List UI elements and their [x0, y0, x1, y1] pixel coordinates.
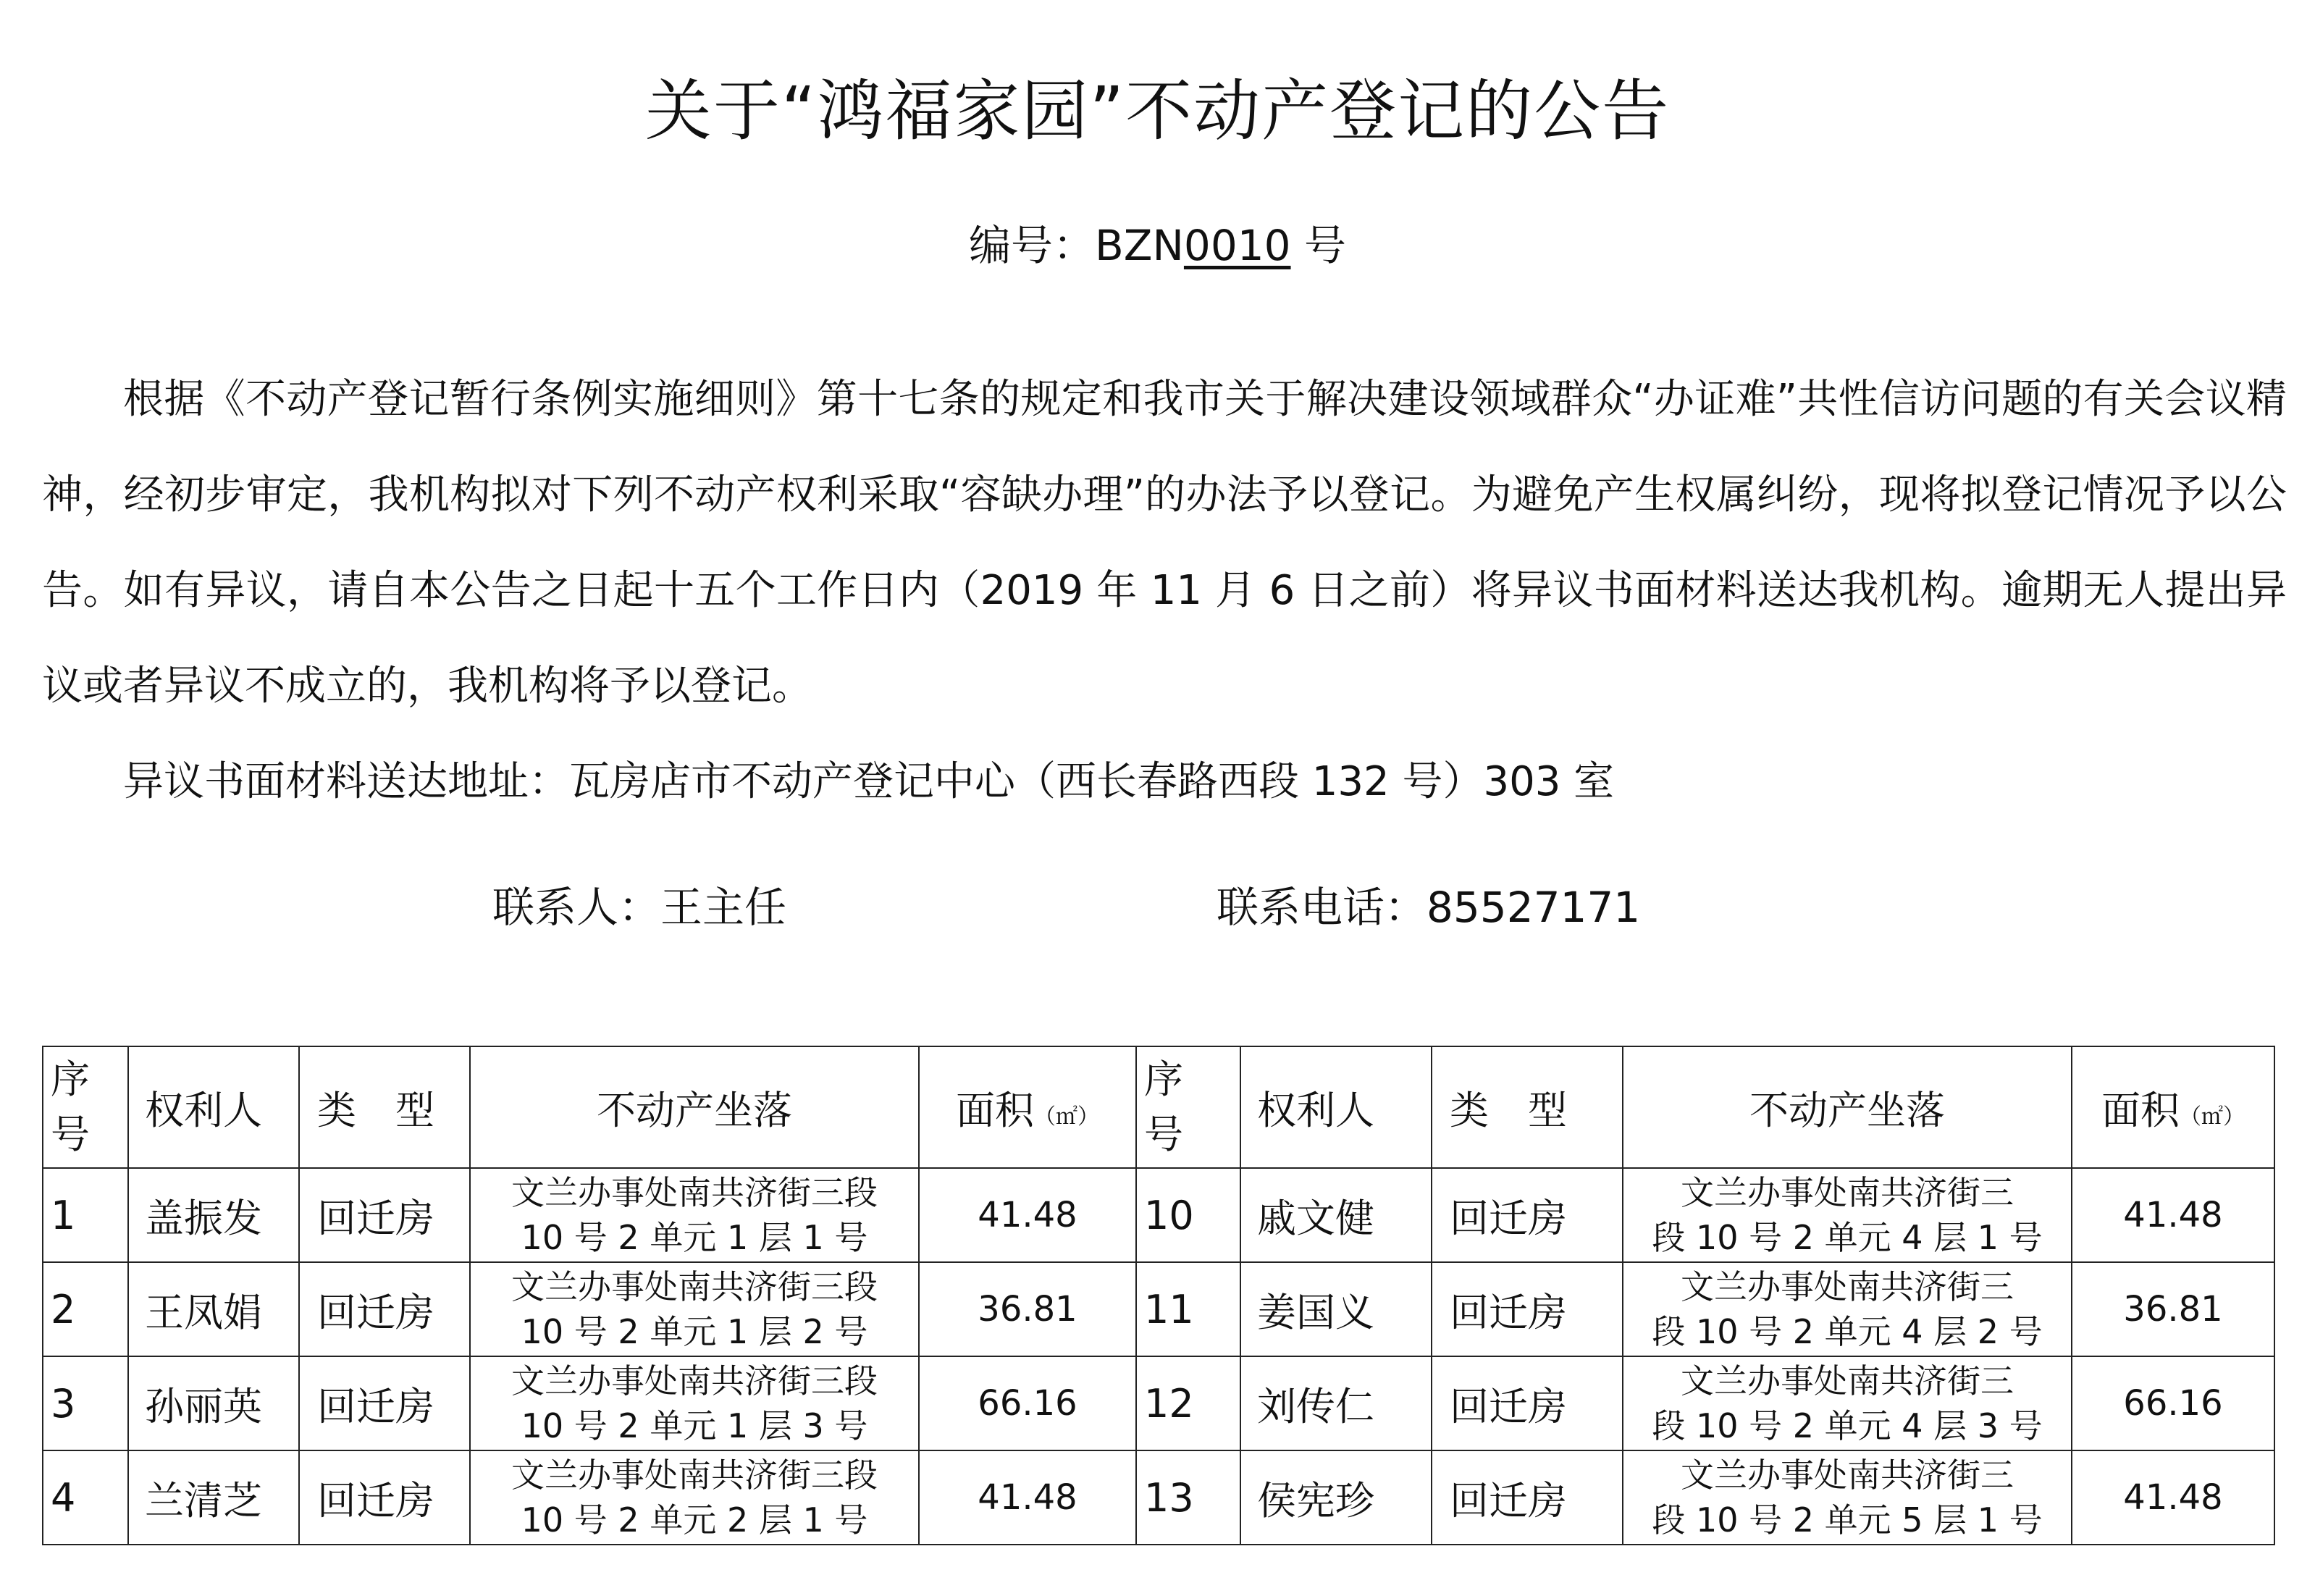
- cell-type: 回迁房: [299, 1262, 470, 1356]
- document-number-prefix: 编号：BZN: [969, 221, 1184, 270]
- contact-phone: 联系电话：85527171: [1217, 883, 1641, 932]
- cell-area: 41.48: [2072, 1168, 2274, 1262]
- cell-type: 回迁房: [299, 1356, 470, 1450]
- cell-area: 66.16: [2072, 1356, 2274, 1450]
- cell-location: 文兰办事处南共济街三 段 10 号 2 单元 4 层 1 号: [1623, 1168, 2072, 1262]
- announcement-body: [42, 352, 2287, 830]
- cell-type: 回迁房: [1432, 1262, 1623, 1356]
- header-owner: 权利人: [128, 1046, 299, 1168]
- cell-owner: 盖振发: [128, 1168, 299, 1262]
- header-location: 不动产坐落: [470, 1046, 919, 1168]
- cell-seq: 11: [1136, 1262, 1240, 1356]
- objection-address: 异议书面材料送达地址：瓦房店市不动产登记中心（西长春路西段 132 号）303 室: [123, 758, 1615, 805]
- cell-owner: 戚文健: [1240, 1168, 1432, 1262]
- cell-type: 回迁房: [1432, 1450, 1623, 1545]
- cell-area: 41.48: [2072, 1450, 2274, 1545]
- cell-seq: 1: [43, 1168, 128, 1262]
- cell-owner: 姜国义: [1240, 1262, 1432, 1356]
- document-number-value: 0010: [1183, 221, 1291, 270]
- table-row: [43, 1450, 2274, 1545]
- cell-location: 文兰办事处南共济街三段 10 号 2 单元 1 层 3 号: [470, 1356, 919, 1450]
- contact-person: 联系人：王主任: [492, 883, 787, 932]
- cell-type: 回迁房: [1432, 1168, 1623, 1262]
- cell-location: 文兰办事处南共济街三 段 10 号 2 单元 4 层 3 号: [1623, 1356, 2072, 1450]
- cell-owner: 孙丽英: [128, 1356, 299, 1450]
- table-row: [43, 1356, 2274, 1450]
- cell-owner: 王凤娟: [128, 1262, 299, 1356]
- header-type: 类 型: [299, 1046, 470, 1168]
- header-owner: 权利人: [1240, 1046, 1432, 1168]
- header-area: 面积（㎡）: [919, 1046, 1136, 1168]
- cell-area: 41.48: [919, 1450, 1136, 1545]
- cell-type: 回迁房: [1432, 1356, 1623, 1450]
- header-type: 类 型: [1432, 1046, 1623, 1168]
- header-seq: 序 号: [1136, 1046, 1240, 1168]
- cell-seq: 3: [43, 1356, 128, 1450]
- document-number-suffix: 号: [1303, 221, 1346, 270]
- cell-location: 文兰办事处南共济街三 段 10 号 2 单元 4 层 2 号: [1623, 1262, 2072, 1356]
- cell-area: 36.81: [919, 1262, 1136, 1356]
- cell-owner: 侯宪珍: [1240, 1450, 1432, 1545]
- header-area: 面积（㎡）: [2072, 1046, 2274, 1168]
- cell-seq: 2: [43, 1262, 128, 1356]
- cell-seq: 12: [1136, 1356, 1240, 1450]
- header-location: 不动产坐落: [1623, 1046, 2072, 1168]
- cell-area: 66.16: [919, 1356, 1136, 1450]
- cell-type: 回迁房: [299, 1168, 470, 1262]
- table-row: [43, 1168, 2274, 1262]
- cell-location: 文兰办事处南共济街三段 10 号 2 单元 2 层 1 号: [470, 1450, 919, 1545]
- cell-seq: 10: [1136, 1168, 1240, 1262]
- table-row: [43, 1262, 2274, 1356]
- cell-type: 回迁房: [299, 1450, 470, 1545]
- cell-location: 文兰办事处南共济街三段 10 号 2 单元 1 层 1 号: [470, 1168, 919, 1262]
- cell-area: 41.48: [919, 1168, 1136, 1262]
- page-title: 关于“鸿福家园”不动产登记的公告: [644, 72, 1671, 150]
- cell-seq: 4: [43, 1450, 128, 1545]
- cell-seq: 13: [1136, 1450, 1240, 1545]
- cell-location: 文兰办事处南共济街三段 10 号 2 单元 1 层 2 号: [470, 1262, 919, 1356]
- cell-location: 文兰办事处南共济街三 段 10 号 2 单元 5 层 1 号: [1623, 1450, 2072, 1545]
- table-header-row: [43, 1046, 2274, 1168]
- property-table: [42, 1046, 2275, 1545]
- announcement-paragraph: 根据《不动产登记暂行条例实施细则》第十七条的规定和我市关于解决建设领域群众“办证难”共性信访问题的有关会议精神，经初步审定，我机构拟对下列不动产权利采取“容缺办理”的办法予以登记。为避免产生权属纠纷，现将拟登记情况予以公告。如有异议，请自本公告之日起十五个工作日内（2019 年 11 月 6 日之前）将异议书面材料送达我机构。逾期无人提出异议或者异议不成立的，我机构将予以登记。: [42, 376, 2287, 710]
- cell-area: 36.81: [2072, 1262, 2274, 1356]
- cell-owner: 刘传仁: [1240, 1356, 1432, 1450]
- cell-owner: 兰清芝: [128, 1450, 299, 1545]
- header-seq: 序 号: [43, 1046, 128, 1168]
- document-number: [0, 211, 2315, 272]
